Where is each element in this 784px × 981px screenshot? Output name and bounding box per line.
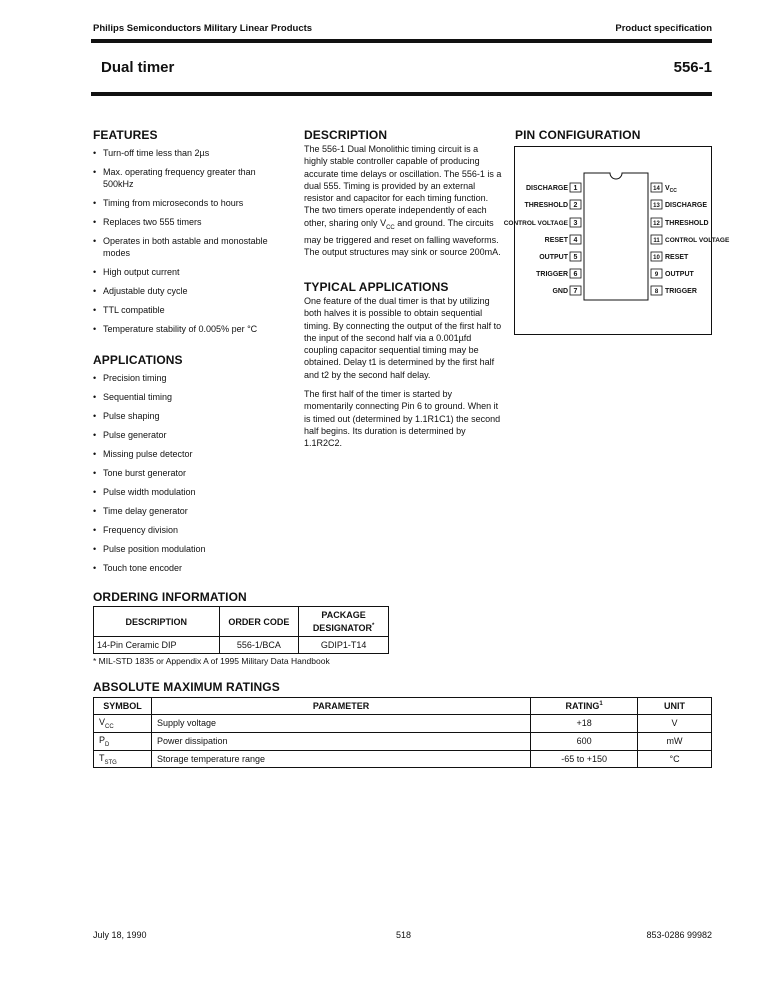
list-item: • Turn-off time less than 2µs bbox=[93, 147, 283, 159]
pin-number: 13 bbox=[653, 203, 660, 209]
applications-list bbox=[93, 372, 283, 581]
vcc-pin-subscript: CC bbox=[669, 188, 677, 194]
symbol-letter: P bbox=[99, 734, 106, 745]
description-part-a: The 556-1 Dual Monolithic timing circuit is a highly stable controller capable of producing accurate time delays or oscillation. The 556-1 is a dual 555. Timing is provided by an external resistor and capacitor for each timing function. The two timers operate independently of each other, sharing only bbox=[304, 144, 502, 228]
pin-number: 3 bbox=[573, 220, 578, 227]
pin-label: RESET bbox=[665, 254, 689, 261]
table-header-row bbox=[94, 607, 389, 637]
pin-number: 11 bbox=[653, 238, 660, 244]
list-item: • Tone burst generator bbox=[93, 467, 283, 479]
header-company: Philips Semiconductors Military Linear Products bbox=[93, 23, 313, 34]
page-title: Dual timer bbox=[101, 59, 175, 76]
footer-date: July 18, 1990 bbox=[93, 930, 147, 940]
list-item: • Replaces two 555 timers bbox=[93, 216, 283, 228]
col-parameter: PARAMETER bbox=[151, 698, 530, 715]
col-description: DESCRIPTION bbox=[94, 607, 220, 637]
list-item: • Pulse generator bbox=[93, 429, 283, 441]
list-item: • Frequency division bbox=[93, 524, 283, 536]
pin-number: 2 bbox=[573, 202, 578, 209]
col-order-code: ORDER CODE bbox=[219, 607, 299, 637]
list-item: • Missing pulse detector bbox=[93, 448, 283, 460]
col-rating bbox=[531, 698, 638, 715]
header-doc-type: Product specification bbox=[615, 23, 712, 34]
chip-body bbox=[584, 173, 648, 300]
cell-unit: °C bbox=[638, 750, 712, 768]
list-item: • TTL compatible bbox=[93, 304, 283, 316]
vcc-symbol: V bbox=[380, 217, 387, 228]
top-rule bbox=[91, 39, 712, 43]
pin-label: GND bbox=[552, 288, 568, 295]
table-row bbox=[94, 637, 389, 654]
symbol-letter: V bbox=[99, 717, 106, 727]
pin-number: 5 bbox=[573, 254, 578, 261]
cell-parameter: Supply voltage bbox=[151, 715, 530, 733]
table-row bbox=[94, 732, 712, 750]
cell-symbol bbox=[94, 750, 152, 768]
pin-number: 9 bbox=[654, 272, 659, 278]
pin-number: 12 bbox=[653, 221, 660, 227]
pin-configuration-box bbox=[503, 146, 730, 335]
part-number: 556-1 bbox=[673, 59, 712, 76]
pin-configuration-heading: PIN CONFIGURATION bbox=[515, 128, 641, 142]
cell-rating: -65 to +150 bbox=[531, 750, 638, 768]
pin-number: 8 bbox=[654, 289, 659, 295]
typical-paragraph-1: One feature of the dual timer is that by utilizing both halves it is possible to obtain sequential timing. By connecting the output of the first half to the input of the second half via a 0.001µfd coupling capacitor sequential timing may be obtained. Delay t1 is determined by the first half and t2 by the second half delay. bbox=[304, 296, 502, 380]
pin-number: 4 bbox=[573, 237, 578, 244]
col-unit: UNIT bbox=[638, 698, 712, 715]
pin-label: DISCHARGE bbox=[665, 202, 708, 209]
list-item: • Pulse width modulation bbox=[93, 486, 283, 498]
symbol-letter: T bbox=[99, 752, 105, 763]
list-item: • Adjustable duty cycle bbox=[93, 285, 283, 297]
pin-number: 14 bbox=[653, 186, 660, 192]
pin-label: TRIGGER bbox=[665, 288, 697, 295]
list-item: • Time delay generator bbox=[93, 505, 283, 517]
package-footnote-mark: * bbox=[372, 622, 375, 629]
pin-diagram bbox=[503, 147, 730, 334]
pin-label: THRESHOLD bbox=[524, 202, 568, 209]
ratings-heading: ABSOLUTE MAXIMUM RATINGS bbox=[93, 680, 280, 694]
table-header-row bbox=[94, 698, 712, 715]
cell-package: GDIP1-T14 bbox=[299, 637, 389, 654]
pin-label: OUTPUT bbox=[665, 271, 694, 278]
list-item: • Pulse position modulation bbox=[93, 543, 283, 555]
cell-unit: V bbox=[638, 715, 712, 733]
list-item: • Pulse shaping bbox=[93, 410, 283, 422]
pin-label: CONTROL VOLTAGE bbox=[503, 220, 568, 227]
cell-order-code: 556-1/BCA bbox=[219, 637, 299, 654]
list-item: • Max. operating frequency greater than 500kHz bbox=[93, 166, 283, 190]
package-line-2: DESIGNATOR bbox=[312, 622, 372, 633]
features-heading: FEATURES bbox=[93, 128, 158, 142]
typical-paragraph-2: The first half of the timer is started by momentarily connecting Pin 6 to ground. When it is timed out (determined by 1.1R1C1) the second half begins. Its duration is determined by 1.1R2C2. bbox=[304, 389, 501, 449]
pin-number: 6 bbox=[573, 271, 578, 278]
list-item: • Operates in both astable and monostable modes bbox=[93, 235, 283, 259]
pin-label: THRESHOLD bbox=[665, 220, 709, 227]
ordering-heading: ORDERING INFORMATION bbox=[93, 590, 247, 604]
list-item: • Sequential timing bbox=[93, 391, 283, 403]
cell-rating: 600 bbox=[531, 732, 638, 750]
list-item: • Temperature stability of 0.005% per °C bbox=[93, 323, 283, 335]
list-item: • Precision timing bbox=[93, 372, 283, 384]
col-package bbox=[299, 607, 389, 637]
symbol-subscript: STG bbox=[104, 759, 117, 766]
pin-number: 7 bbox=[573, 288, 578, 295]
description-heading: DESCRIPTION bbox=[304, 128, 388, 142]
footer-page-number: 518 bbox=[396, 930, 412, 940]
col-symbol: SYMBOL bbox=[94, 698, 152, 715]
pin-label: CONTROL VOLTAGE bbox=[665, 237, 730, 244]
cell-symbol bbox=[94, 715, 152, 733]
table-row bbox=[94, 715, 712, 733]
symbol-subscript: D bbox=[105, 741, 110, 748]
pin-label: TRIGGER bbox=[536, 271, 568, 278]
description-paragraph bbox=[304, 143, 502, 258]
features-list bbox=[93, 147, 283, 342]
description-part-b: and ground. The circuits may be triggered and reset on falling waveforms. The output structures may sink or source 200mA. bbox=[304, 217, 501, 258]
rating-footnote-mark: 1 bbox=[599, 701, 603, 707]
table-row bbox=[94, 750, 712, 768]
list-item: • High output current bbox=[93, 266, 283, 278]
footer-doc-code: 853-0286 99982 bbox=[646, 930, 712, 940]
typical-applications-text bbox=[304, 295, 502, 457]
package-line-1: PACKAGE bbox=[321, 609, 366, 620]
ordering-note: * MIL-STD 1835 or Appendix A of 1995 Military Data Handbook bbox=[93, 656, 330, 666]
ratings-table bbox=[93, 697, 712, 768]
pin-label: RESET bbox=[544, 237, 568, 244]
pin-number: 1 bbox=[573, 185, 578, 192]
ordering-table bbox=[93, 606, 389, 654]
description-text bbox=[304, 143, 502, 265]
vcc-subscript: CC bbox=[386, 224, 395, 231]
typical-applications-heading: TYPICAL APPLICATIONS bbox=[304, 280, 449, 294]
applications-heading: APPLICATIONS bbox=[93, 353, 183, 367]
list-item: • Touch tone encoder bbox=[93, 562, 283, 574]
list-item: • Timing from microseconds to hours bbox=[93, 197, 283, 209]
symbol-subscript: CC bbox=[105, 723, 114, 730]
pin-number: 10 bbox=[653, 255, 660, 261]
title-rule bbox=[91, 92, 712, 96]
pin-label bbox=[665, 185, 677, 194]
cell-symbol bbox=[94, 732, 152, 750]
cell-rating: +18 bbox=[531, 715, 638, 733]
pin-label: DISCHARGE bbox=[525, 185, 568, 192]
cell-unit: mW bbox=[638, 732, 712, 750]
cell-parameter: Storage temperature range bbox=[151, 750, 530, 768]
cell-description: 14-Pin Ceramic DIP bbox=[94, 637, 220, 654]
pin-label: OUTPUT bbox=[539, 254, 568, 261]
rating-header-label: RATING bbox=[565, 701, 600, 711]
vcc-pin-label: V bbox=[665, 185, 670, 192]
cell-parameter: Power dissipation bbox=[151, 732, 530, 750]
